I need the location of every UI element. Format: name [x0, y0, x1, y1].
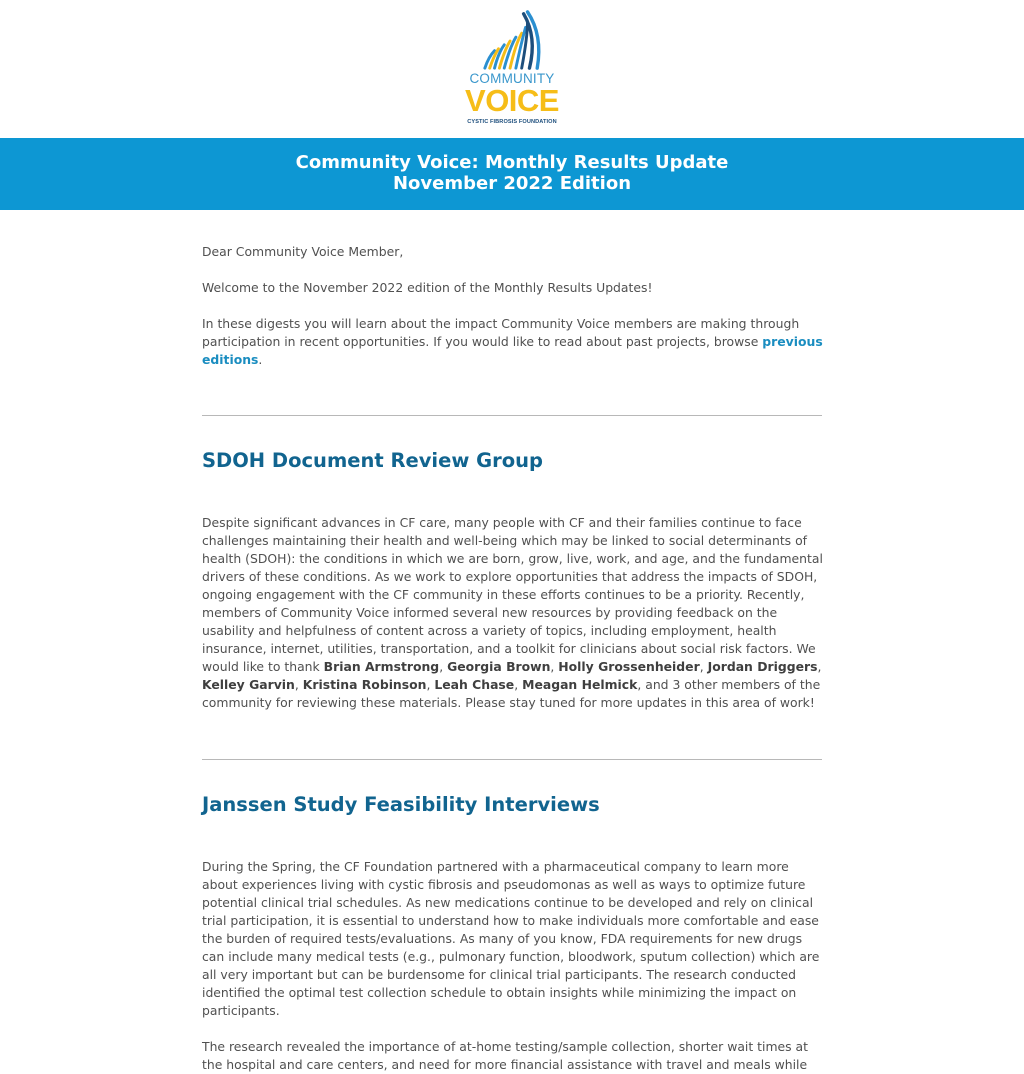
greeting: Dear Community Voice Member, [202, 244, 404, 259]
name-separator: , [294, 677, 303, 692]
logo-foundation-text: CYSTIC FIBROSIS FOUNDATION [467, 119, 557, 125]
digest-end: . [258, 352, 263, 367]
logo-community-text: COMMUNITY [469, 71, 555, 86]
community-voice-logo [457, 8, 567, 132]
banner-title: Community Voice: Monthly Results Update [295, 152, 729, 173]
digest-text: In these digests you will learn about the impact Community Voice members are making through participation in recent opportunities. If you would like to read about past projects, browse [202, 316, 800, 349]
sdoh-body-end: , and 3 other members of the community for reviewing these materials. Please stay tuned for more updates in this area of work! [202, 677, 821, 710]
name-separator: , [699, 659, 708, 674]
sdoh-paragraph [202, 514, 824, 712]
logo-voice-text: VOICE [465, 83, 559, 118]
name-separator: , [439, 659, 448, 674]
janssen-paragraph-1: During the Spring, the CF Foundation partnered with a pharmaceutical company to learn more about experiences living with cystic fibrosis and pseudomonas as well as ways to optimize future potential clinical trial schedules. As new medications continue to be developed and rely on clinical trial participation, it is essential to understand how to make individuals more comfortable and ease the burden of required tests/evaluations. As many of you know, FDA requirements for new drugs can include many medical tests (e.g., pulmonary function, bloodwork, sputum collection) which are all very important but can be burdensome for clinical trial participants. The research conducted identified the optimal test collection schedule to obtain insights while minimizing the impact on participants. [202, 859, 820, 1018]
name-separator: , [514, 677, 523, 692]
banner-subtitle: November 2022 Edition [392, 173, 632, 194]
title-banner [0, 138, 1024, 210]
header-logo-area [0, 0, 1024, 138]
section-heading-janssen: Janssen Study Feasibility Interviews [202, 793, 600, 816]
previous-editions-link[interactable]: previous editions [202, 334, 823, 367]
welcome-text: Welcome to the November 2022 edition of the Monthly Results Updates! [202, 280, 653, 295]
logo-text-stack [457, 72, 567, 126]
sdoh-body-start: Despite significant advances in CF care, many people with CF and their families continue to face challenges maintaining their health and well-being which may be linked to social determinants of health (SDOH): the conditions in which we are born, grow, live, work, and age, and the fundamental drivers of these conditions. As we work to explore opportunities that address the impacts of SDOH, ongoing engagement with the CF community in these efforts continues to be a priority. Recently, members of Community Voice informed several new resources by providing feedback on the usability and helpfulness of content across a variety of topics, including employment, health insurance, internet, utilities, transportation, and a toolkit for clinicians about social risk factors. We would like to thank [202, 515, 823, 674]
newsletter-body [202, 243, 824, 1074]
thanked-name: Holly Grossenheider [558, 659, 700, 674]
digest-paragraph [202, 315, 824, 369]
thanked-name: Leah Chase [434, 677, 515, 692]
name-separator: , [550, 659, 559, 674]
thanked-name: Georgia Brown [447, 659, 551, 674]
thanked-name: Meagan Helmick [522, 677, 638, 692]
name-separator: , [426, 677, 435, 692]
name-separator: , [817, 659, 822, 674]
janssen-paragraph-2: The research revealed the importance of at-home testing/sample collection, shorter wait times at the hospital and care centers, and need for more financial assistance with travel and meals while [202, 1039, 809, 1072]
section-heading-sdoh: SDOH Document Review Group [202, 449, 544, 472]
thanked-name: Jordan Driggers [707, 659, 818, 674]
sound-wave-icon [462, 8, 562, 72]
thanked-name: Kelley Garvin [202, 677, 295, 692]
thanked-name: Brian Armstrong [323, 659, 440, 674]
thanked-name: Kristina Robinson [302, 677, 427, 692]
